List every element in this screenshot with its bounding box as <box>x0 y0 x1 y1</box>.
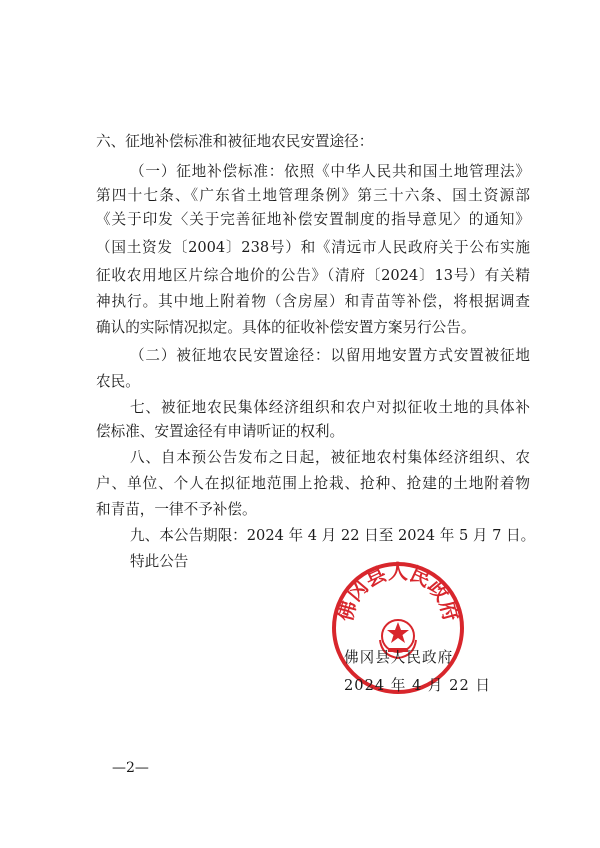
section6-part1-line: （一）征地补偿标准：依照《中华人民共和国土地管理法》 <box>130 163 530 180</box>
section8-line: 和青苗，一律不予补偿。 <box>96 501 257 518</box>
section6-part1-line: 征收农用地区片综合地价的公告》（清府〔2024〕13号）有关精 <box>96 267 530 284</box>
section6-part2-line: 农民。 <box>96 373 140 390</box>
section7-line: 七、被征地农民集体经济组织和农户对拟征收土地的具体补 <box>130 399 530 416</box>
section8-line: 八、自本预公告发布之日起，被征地农村集体经济组织、农 <box>130 449 530 466</box>
section9-period: 九、本公告期限：2024 年 4 月 22 日至 2024 年 5 月 7 日。 <box>130 527 536 544</box>
section7-line: 偿标准、安置途径有申请听证的权利。 <box>96 423 345 440</box>
section6-heading: 六、征地补偿标准和被征地农民安置途径： <box>96 133 374 150</box>
seal-arc-text <box>333 560 464 624</box>
section6-part1-line: （国土资发〔2004〕238号）和《清远市人民政府关于公布实施 <box>96 239 530 256</box>
page-number: —2— <box>112 760 149 776</box>
section6-part1-line: 神执行。其中地上附着物（含房屋）和青苗等补偿，将根据调查 <box>96 293 530 310</box>
issuer-name: 佛冈县人民政府 <box>344 649 454 666</box>
section6-part1-line: 确认的实际情况拟定。具体的征收补偿安置方案另行公告。 <box>96 319 476 336</box>
issue-date: 2024 年 4 月 22 日 <box>344 677 491 694</box>
section6-part1-line: 第四十七条、《广东省土地管理条例》第三十六条、国土资源部 <box>96 187 530 204</box>
section8-line: 户、单位、个人在拟征地范围上抢栽、抢种、抢建的土地附着物 <box>96 475 530 492</box>
section6-part1-line: 《关于印发〈关于完善征地补偿安置制度的指导意见〉的通知》 <box>96 211 530 228</box>
seal-text: 佛冈县人民政府 <box>332 560 464 624</box>
closing-text: 特此公告 <box>130 553 189 570</box>
section6-part2-line: （二）被征地农民安置途径：以留用地安置方式安置被征地 <box>130 347 530 364</box>
